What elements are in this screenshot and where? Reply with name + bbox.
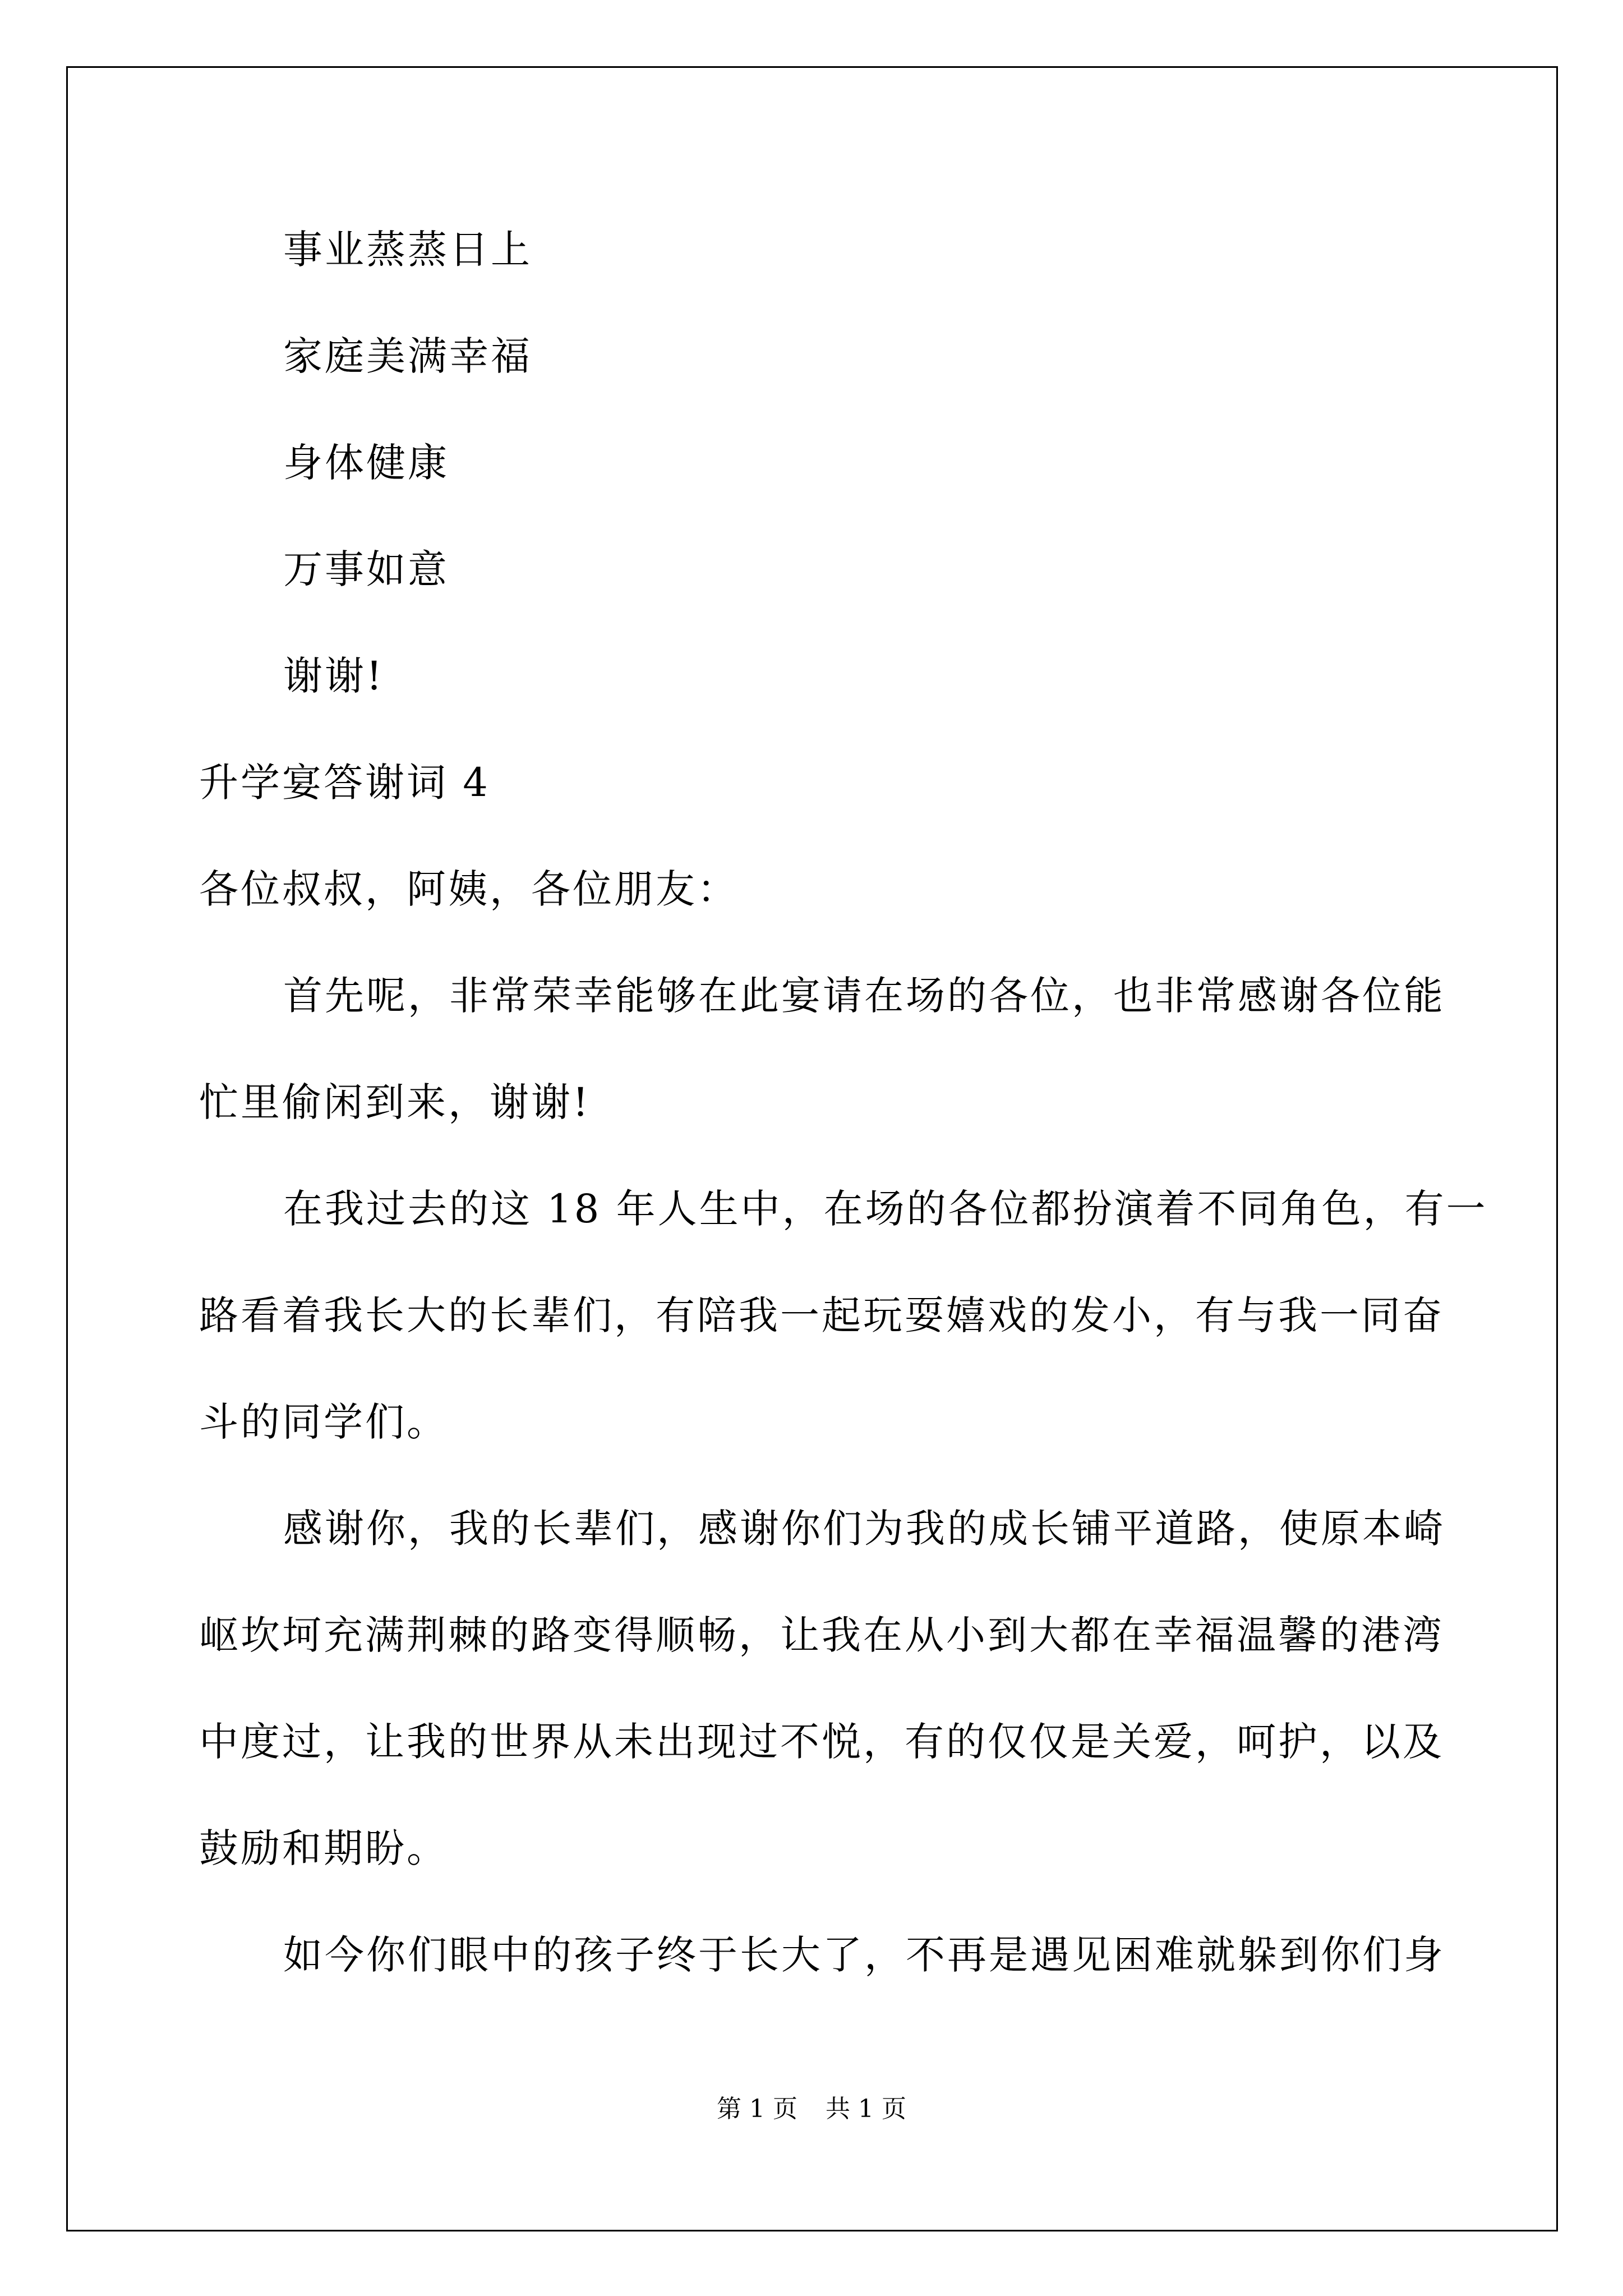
paragraph-line: 路看着我长大的长辈们，有陪我一起玩耍嬉戏的发小，有与我一同奋 [199, 1292, 1444, 1338]
paragraph-line: 首先呢，非常荣幸能够在此宴请在场的各位，也非常感谢各位能 [283, 973, 1445, 1019]
paragraph-line: 斗的同学们。 [199, 1399, 448, 1445]
wish-line-health: 身体健康 [283, 440, 449, 486]
page-border [66, 66, 1558, 2231]
wish-line-fortune: 万事如意 [283, 546, 449, 592]
wish-line-career: 事业蒸蒸日上 [283, 227, 532, 273]
paragraph-line: 岖坎坷充满荆棘的路变得顺畅，让我在从小到大都在幸福温馨的港湾 [199, 1612, 1444, 1658]
thanks-line: 谢谢! [283, 653, 385, 699]
paragraph-line: 忙里偷闲到来，谢谢! [199, 1079, 591, 1125]
paragraph-line: 感谢你，我的长辈们，感谢你们为我的成长铺平道路，使原本崎 [283, 1506, 1445, 1552]
section-heading: 升学宴答谢词 4 [199, 760, 490, 806]
paragraph-line: 在我过去的这 18 年人生中，在场的各位都扮演着不同角色，有一 [283, 1186, 1488, 1232]
paragraph-line: 如今你们眼中的孩子终于长大了，不再是遇见困难就躲到你们身 [283, 1932, 1445, 1978]
page-number: 第 1 页 [717, 2095, 797, 2123]
paragraph-line: 中度过，让我的世界从未出现过不悦，有的仅仅是关爱，呵护，以及 [199, 1719, 1444, 1765]
wish-line-family: 家庭美满幸福 [283, 333, 532, 379]
salutation: 各位叔叔，阿姨，各位朋友： [199, 866, 739, 912]
page-total: 共 1 页 [826, 2095, 906, 2123]
page-footer [0, 2092, 1623, 2126]
paragraph-line: 鼓励和期盼。 [199, 1825, 448, 1871]
